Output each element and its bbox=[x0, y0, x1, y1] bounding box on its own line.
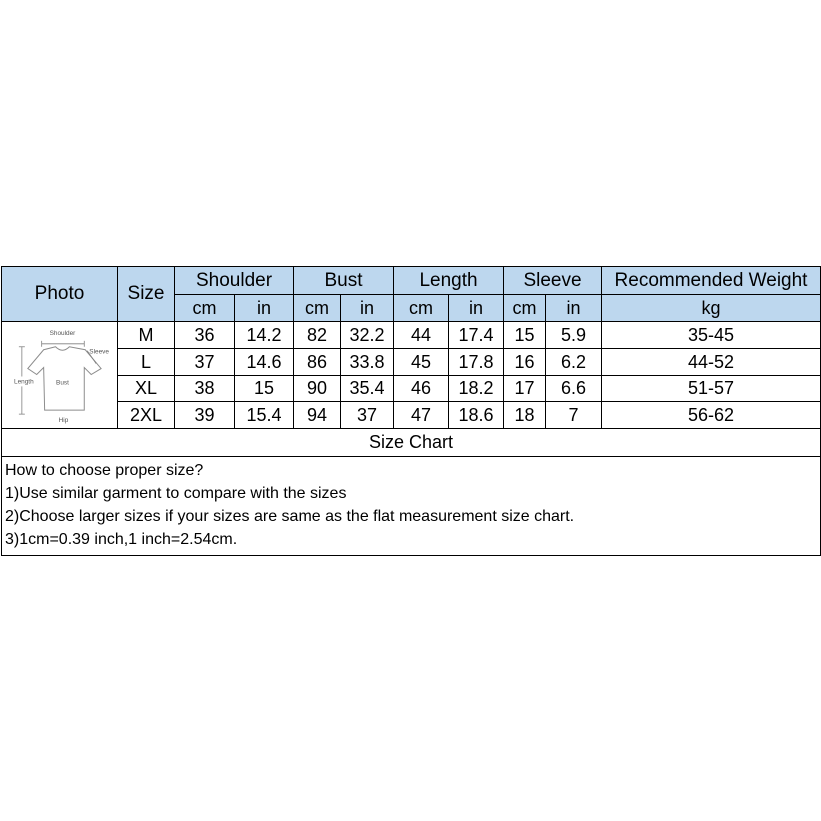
shoulder-in-cell: 14.6 bbox=[235, 349, 294, 376]
length-cm-cell: 44 bbox=[394, 322, 449, 349]
shoulder-in-cell: 15.4 bbox=[235, 402, 294, 429]
note-line: 1)Use similar garment to compare with the sizes bbox=[5, 485, 347, 502]
weight-kg-cell: 51-57 bbox=[602, 376, 821, 402]
sleeve-header: Sleeve bbox=[504, 267, 602, 295]
shoulder-unit-cm: cm bbox=[175, 295, 235, 322]
bust-in-cell: 35.4 bbox=[341, 376, 394, 402]
weight-unit-kg: kg bbox=[602, 295, 821, 322]
length-header: Length bbox=[394, 267, 504, 295]
bust-unit-in: in bbox=[341, 295, 394, 322]
weight-kg-cell: 56-62 bbox=[602, 402, 821, 429]
diagram-label-hip: Hip bbox=[58, 416, 69, 424]
bust-unit-cm: cm bbox=[294, 295, 341, 322]
sleeve-cm-cell: 15 bbox=[504, 322, 546, 349]
size-guide-notes bbox=[2, 457, 821, 556]
note-line: 3)1cm=0.39 inch,1 inch=2.54cm. bbox=[5, 531, 238, 548]
diagram-label-shoulder: Shoulder bbox=[49, 329, 76, 337]
shoulder-cm-cell: 38 bbox=[175, 376, 235, 402]
sleeve-cm-cell: 18 bbox=[504, 402, 546, 429]
sleeve-cm-cell: 16 bbox=[504, 349, 546, 376]
size-cell: XL bbox=[118, 376, 175, 402]
shoulder-in-cell: 15 bbox=[235, 376, 294, 402]
bust-cm-cell: 86 bbox=[294, 349, 341, 376]
table-row bbox=[2, 349, 821, 376]
sleeve-unit-in: in bbox=[546, 295, 602, 322]
notes-row bbox=[2, 457, 821, 556]
bust-cm-cell: 94 bbox=[294, 402, 341, 429]
diagram-label-bust: Bust bbox=[56, 378, 69, 386]
notes-heading: How to choose proper size? bbox=[5, 462, 204, 479]
caption-row bbox=[2, 429, 821, 457]
bust-in-cell: 37 bbox=[341, 402, 394, 429]
length-cm-cell: 45 bbox=[394, 349, 449, 376]
table-row bbox=[2, 322, 821, 349]
shoulder-cm-cell: 36 bbox=[175, 322, 235, 349]
length-in-cell: 18.2 bbox=[449, 376, 504, 402]
diagram-label-length: Length bbox=[14, 377, 34, 385]
table-row bbox=[2, 402, 821, 429]
sleeve-cm-cell: 17 bbox=[504, 376, 546, 402]
size-header: Size bbox=[118, 267, 175, 322]
diagram-label-sleeve: Sleeve bbox=[89, 348, 109, 356]
size-cell: 2XL bbox=[118, 402, 175, 429]
sleeve-in-cell: 5.9 bbox=[546, 322, 602, 349]
sleeve-in-cell: 6.2 bbox=[546, 349, 602, 376]
length-unit-cm: cm bbox=[394, 295, 449, 322]
length-in-cell: 18.6 bbox=[449, 402, 504, 429]
shoulder-unit-in: in bbox=[235, 295, 294, 322]
weight-kg-cell: 35-45 bbox=[602, 322, 821, 349]
shoulder-cm-cell: 39 bbox=[175, 402, 235, 429]
length-in-cell: 17.4 bbox=[449, 322, 504, 349]
weight-kg-cell: 44-52 bbox=[602, 349, 821, 376]
shoulder-header: Shoulder bbox=[175, 267, 294, 295]
size-cell: M bbox=[118, 322, 175, 349]
shoulder-cm-cell: 37 bbox=[175, 349, 235, 376]
shoulder-in-cell: 14.2 bbox=[235, 322, 294, 349]
bust-in-cell: 33.8 bbox=[341, 349, 394, 376]
photo-header: Photo bbox=[2, 267, 118, 322]
bust-cm-cell: 90 bbox=[294, 376, 341, 402]
table-caption: Size Chart bbox=[2, 429, 821, 457]
length-in-cell: 17.8 bbox=[449, 349, 504, 376]
garment-diagram-cell bbox=[2, 322, 118, 429]
length-cm-cell: 47 bbox=[394, 402, 449, 429]
table-row bbox=[2, 376, 821, 402]
note-line: 2)Choose larger sizes if your sizes are same as the flat measurement size chart. bbox=[5, 508, 575, 525]
recommended-weight-header: Recommended Weight bbox=[602, 267, 821, 295]
garment-diagram bbox=[2, 323, 117, 428]
bust-header: Bust bbox=[294, 267, 394, 295]
sleeve-in-cell: 6.6 bbox=[546, 376, 602, 402]
shoulder-dimension-line bbox=[42, 340, 85, 346]
length-cm-cell: 46 bbox=[394, 376, 449, 402]
size-cell: L bbox=[118, 349, 175, 376]
header-row bbox=[2, 267, 821, 295]
bust-in-cell: 32.2 bbox=[341, 322, 394, 349]
sleeve-in-cell: 7 bbox=[546, 402, 602, 429]
bust-cm-cell: 82 bbox=[294, 322, 341, 349]
length-unit-in: in bbox=[449, 295, 504, 322]
size-chart-table bbox=[1, 266, 821, 556]
sleeve-unit-cm: cm bbox=[504, 295, 546, 322]
